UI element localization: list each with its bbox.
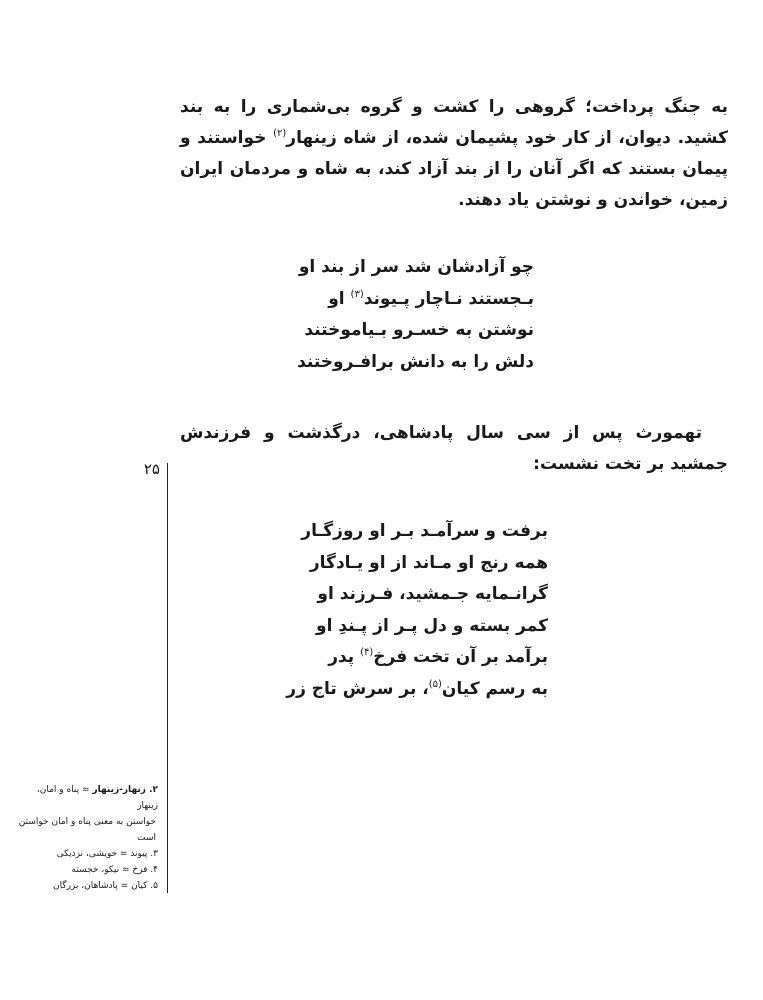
footnote-2-continuation: خواستن به معنی پناه و امان خواستن <box>18 817 156 827</box>
footnotes <box>18 782 158 894</box>
footnote-mark-5: (۵) <box>428 678 442 690</box>
prose-paragraph-2: تهمورث پس از سی سال پادشاهی، درگذشت و فرزندش جمشید بر تخت نشست: <box>180 423 728 474</box>
verse-line-part: بـجستند نـاچار پـیوند <box>363 288 534 309</box>
verse-block-2 <box>286 516 548 706</box>
verse-line: برفت و سرآمـد بـر او روزگـار <box>301 521 548 541</box>
footnote-2-continuation: است <box>137 833 156 843</box>
margin-rule <box>167 463 168 893</box>
verse-line <box>330 642 548 674</box>
footnote-2 <box>18 782 158 814</box>
verse-line: دلش را به دانش برافـروختند <box>297 351 534 372</box>
verse-line: نوشتن به خسـرو بـیاموختند <box>304 320 534 341</box>
verse-line <box>286 674 548 706</box>
prose-1-text-rest: خواستند و پیمان بستند که اگر آنان را از بند آزاد کند، به شاه و مردمان ایران زمین، خواندن و نوشتن یاد دهند. <box>180 128 728 210</box>
footnote-mark-2: (۲) <box>273 128 287 139</box>
page-number: ۲۵ <box>143 460 160 478</box>
footnote-4: ۴. فرخ = نیکو، خجسته <box>71 865 158 875</box>
verse-line: کمر بسته و دل پـر از پـندِ او <box>316 615 548 636</box>
verse-line-part: ، بر سرش تاج زر <box>286 678 429 699</box>
verse-line <box>328 284 534 316</box>
footnote-mark-3: (۳) <box>350 288 364 300</box>
verse-line: چو آزادشان شد سر از بند او <box>298 257 534 277</box>
verse-line: گرانـمایه جـمشید، فـرزند او <box>317 584 548 605</box>
footnote-2-label: ۲. زنهار-زینهار <box>92 785 158 795</box>
footnote-5: ۵. کیان = پادشاهان، بزرگان <box>52 881 158 891</box>
verse-line-part: برآمد بر آن تخت فرخ <box>373 647 548 668</box>
footnote-3: ۳. پیوند = خویشی، نزدیکی <box>56 849 158 859</box>
prose-1-text: به جنگ پرداخت؛ گروهی را کشت و گروه بی‌شماری را به بند کشید. دیوان، از کار خود پشیمان شده، از شاه زینهار <box>180 97 728 148</box>
verse-block-1 <box>297 252 534 378</box>
verse-line-part: به رسم کیان <box>441 678 548 699</box>
verse-line-part: او <box>328 288 351 309</box>
footnote-mark-4: (۴) <box>360 647 374 659</box>
prose-paragraph-1 <box>180 92 728 216</box>
verse-line: همه رنج او مـاند از او یـادگار <box>309 552 548 573</box>
footnote-2-text: = پناه و امان، زینهار <box>36 785 158 811</box>
verse-line-part: پدر <box>328 647 361 668</box>
